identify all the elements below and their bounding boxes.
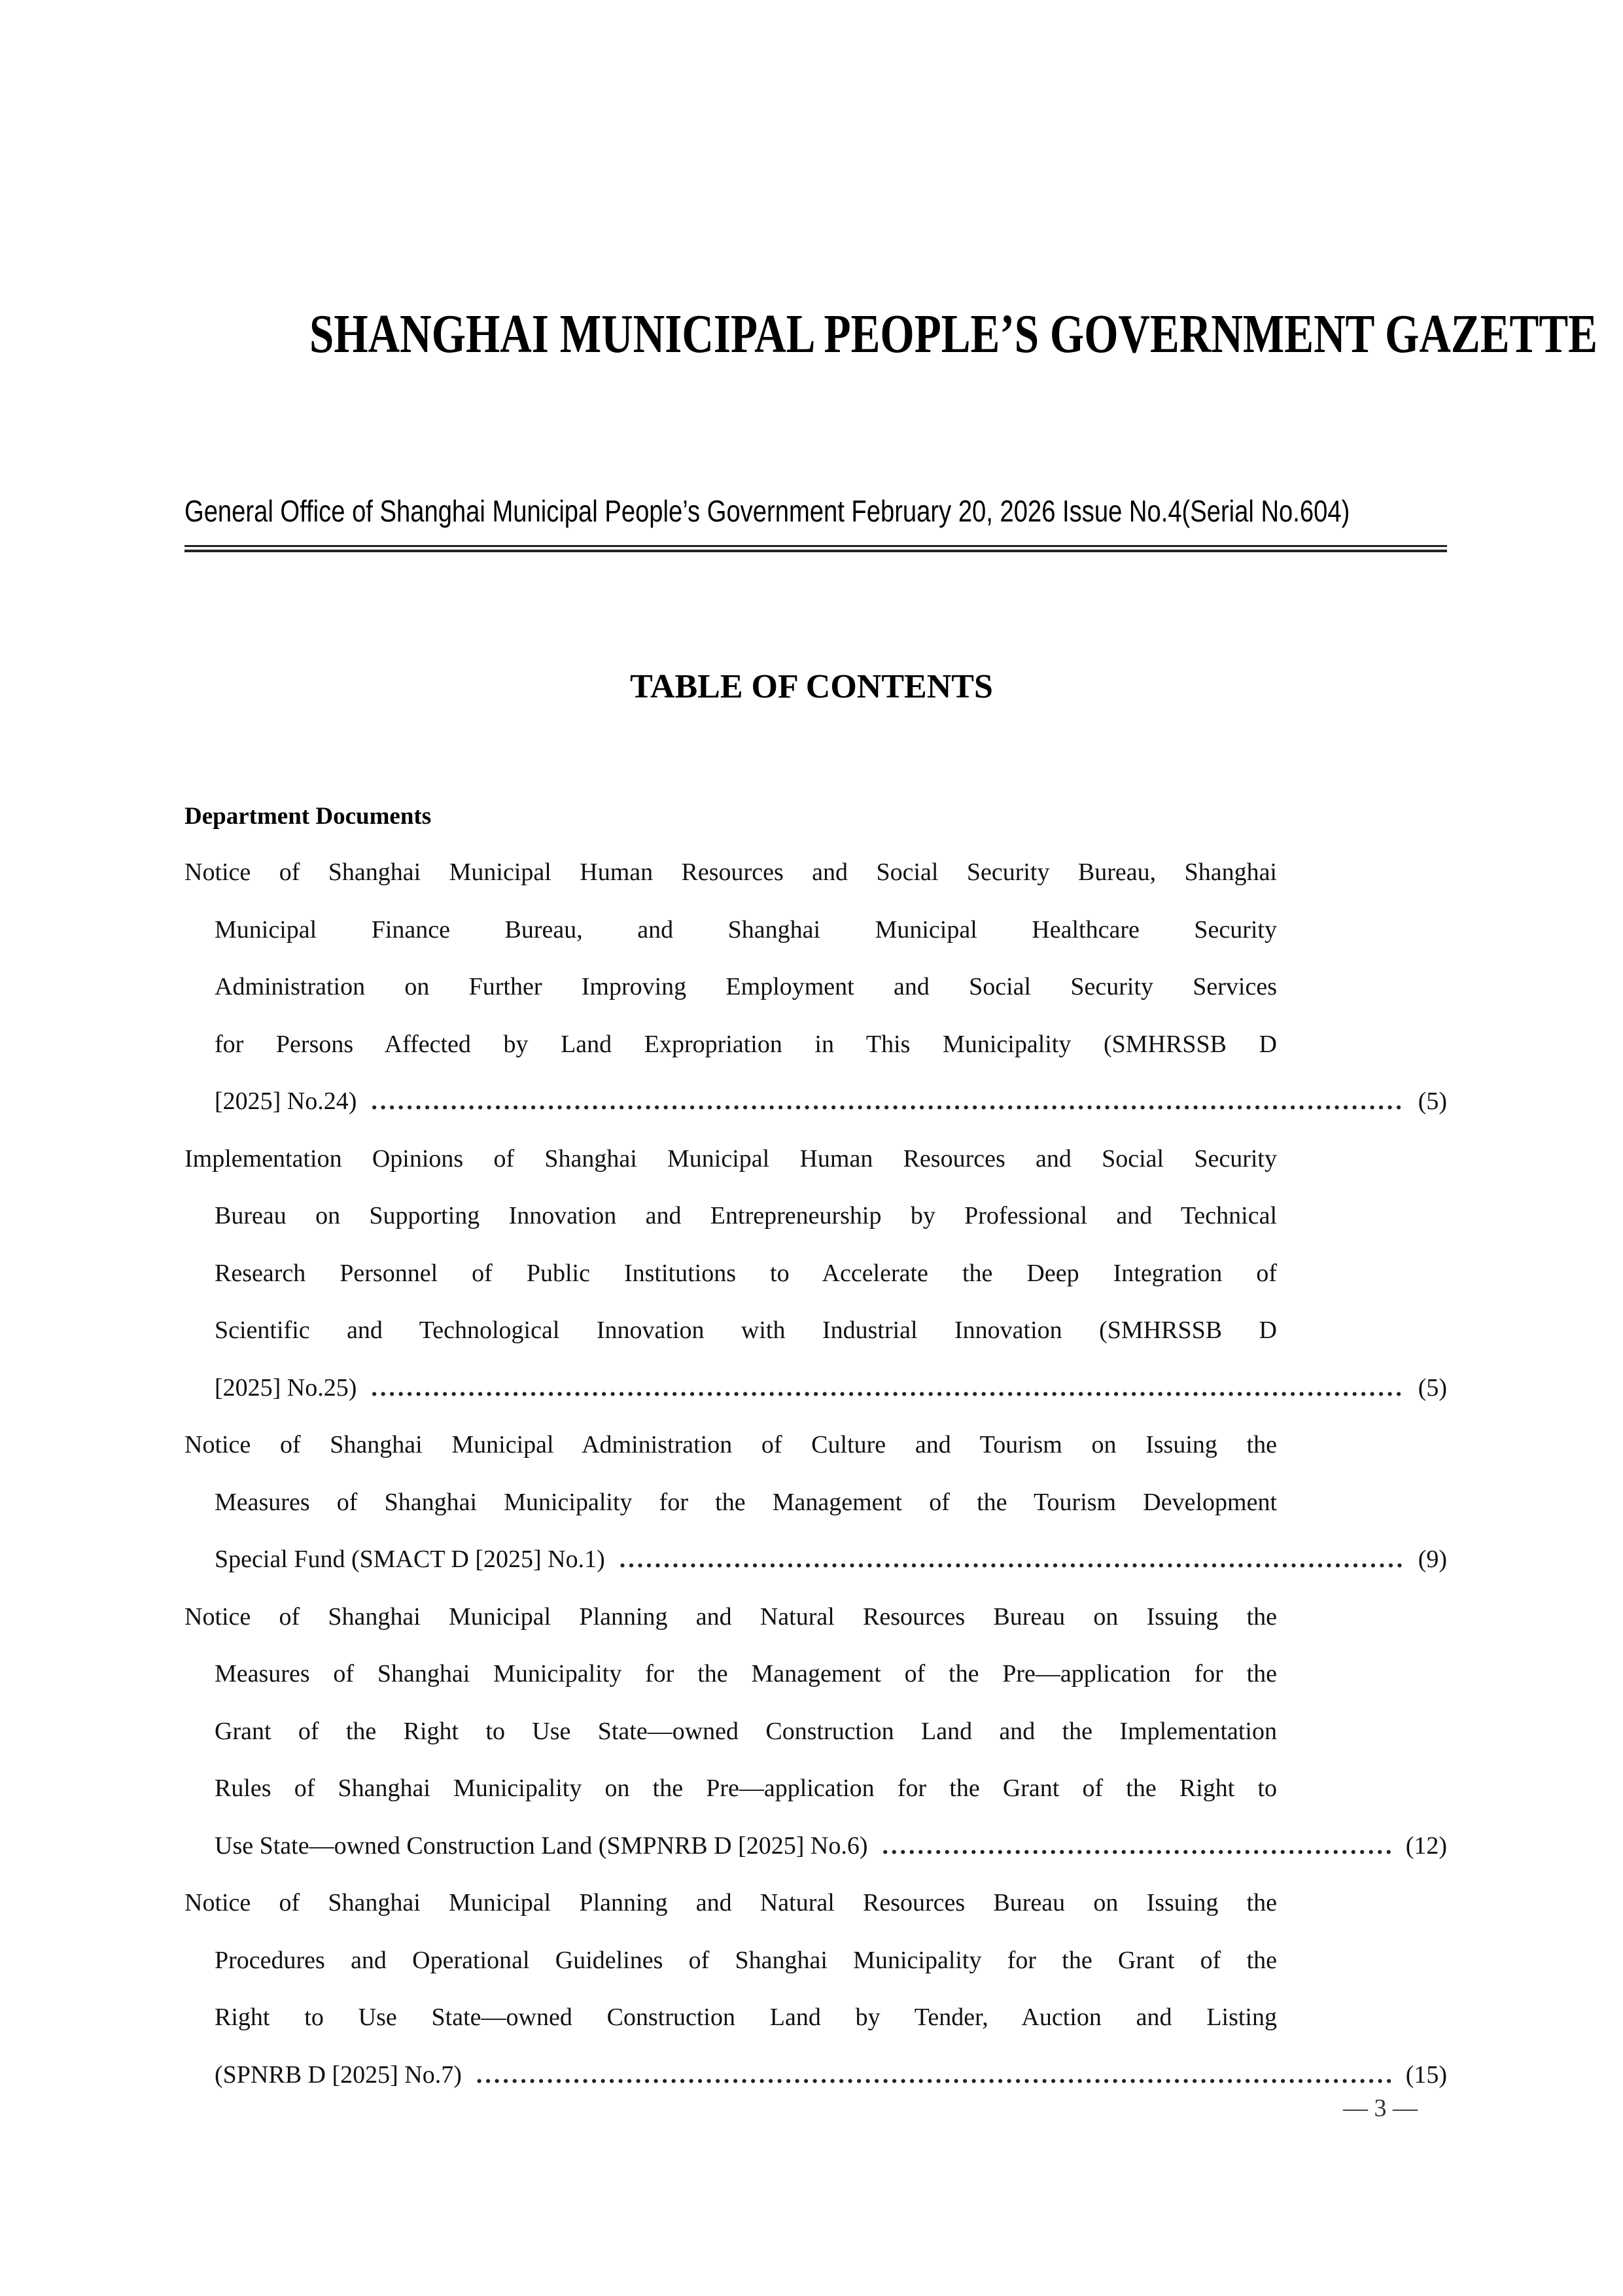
toc-entry-line: Scientific and Technological Innovation with Industrial Innovation (SMHRSSB D [215, 1316, 1277, 1344]
toc-entry-last-line [184, 1531, 1447, 1589]
toc-entry-line: Measures of Shanghai Municipality for the Management of the Tourism Development [215, 1488, 1277, 1516]
page-number: — 3 — [1343, 2094, 1418, 2122]
document-number: Special Fund (SMACT D [2025] No.1) [215, 1545, 605, 1573]
document-number: [2025] No.25) [215, 1373, 357, 1402]
toc-entry-line: Bureau on Supporting Innovation and Entrepreneurship by Professional and Technical [215, 1202, 1277, 1229]
toc-entry-line: Notice of Shanghai Municipal Administration of Culture and Tourism on Issuing the [184, 1431, 1277, 1458]
dot-leader [371, 1360, 1403, 1417]
toc-entry-last-line [184, 1360, 1447, 1417]
toc-title: TABLE OF CONTENTS [630, 668, 993, 705]
toc-entry[interactable] [184, 1131, 1447, 1417]
gazette-masthead-title: SHANGHAI MUNICIPAL PEOPLE’S GOVERNMENT GAZETTE [309, 304, 1597, 364]
dot-leader [371, 1073, 1403, 1131]
header-divider-bottom [184, 550, 1447, 552]
toc-entry-line: Grant of the Right to Use State—owned Construction Land and the Implementation [215, 1717, 1277, 1745]
toc-entry-line: Administration on Further Improving Employment and Social Security Services [215, 973, 1277, 1000]
toc-entry[interactable] [184, 1589, 1447, 1875]
toc-entry[interactable] [184, 844, 1447, 1131]
toc-entry-line: Procedures and Operational Guidelines of Shanghai Municipality for the Grant of the [215, 1946, 1277, 1974]
toc-entry-line: Notice of Shanghai Municipal Planning and Natural Resources Bureau on Issuing the [184, 1889, 1277, 1916]
toc-section-heading: Department Documents [184, 803, 432, 830]
document-number: [2025] No.24) [215, 1087, 357, 1115]
header-divider-top [184, 545, 1447, 547]
dot-leader [620, 1531, 1404, 1589]
document-number: Use State—owned Construction Land (SMPNRB D [2025] No.6) [215, 1831, 868, 1860]
issue-info-line: General Office of Shanghai Municipal People’s Government February 20, 2026 Issue No.4(Serial No.604) [184, 494, 1350, 528]
toc-entry-line: Municipal Finance Bureau, and Shanghai Municipal Healthcare Security [215, 915, 1277, 944]
page-reference[interactable]: (5) [1418, 1087, 1447, 1115]
page-reference[interactable]: (12) [1405, 1831, 1447, 1860]
toc-entry-line: Notice of Shanghai Municipal Human Resources and Social Security Bureau, Shanghai [184, 858, 1277, 886]
toc-entry-line: Measures of Shanghai Municipality for the Management of the Pre—application for the [215, 1660, 1277, 1687]
toc-entry-last-line [184, 2047, 1447, 2104]
toc-entry-line: Research Personnel of Public Institutions to Accelerate the Deep Integration of [215, 1259, 1277, 1287]
toc-entry-line: Implementation Opinions of Shanghai Municipal Human Resources and Social Security [184, 1144, 1277, 1173]
toc-entry-line: Rules of Shanghai Municipality on the Pre—application for the Grant of the Right to [215, 1775, 1277, 1802]
page-reference[interactable]: (9) [1418, 1545, 1447, 1573]
dot-leader [476, 2047, 1391, 2104]
dot-leader [882, 1818, 1391, 1875]
toc-entry[interactable] [184, 1875, 1447, 2104]
toc-entries [184, 844, 1447, 2104]
document-number: (SPNRB D [2025] No.7) [215, 2060, 462, 2089]
toc-entry-line: Right to Use State—owned Construction Land by Tender, Auction and Listing [215, 2004, 1277, 2031]
toc-entry-line: Notice of Shanghai Municipal Planning and Natural Resources Bureau on Issuing the [184, 1602, 1277, 1631]
toc-entry[interactable] [184, 1417, 1447, 1589]
toc-entry-line: for Persons Affected by Land Expropriation in This Municipality (SMHRSSB D [215, 1030, 1277, 1058]
page-reference[interactable]: (15) [1405, 2060, 1447, 2089]
toc-entry-last-line [184, 1818, 1447, 1875]
toc-entry-last-line [184, 1073, 1447, 1131]
page-reference[interactable]: (5) [1418, 1373, 1447, 1402]
